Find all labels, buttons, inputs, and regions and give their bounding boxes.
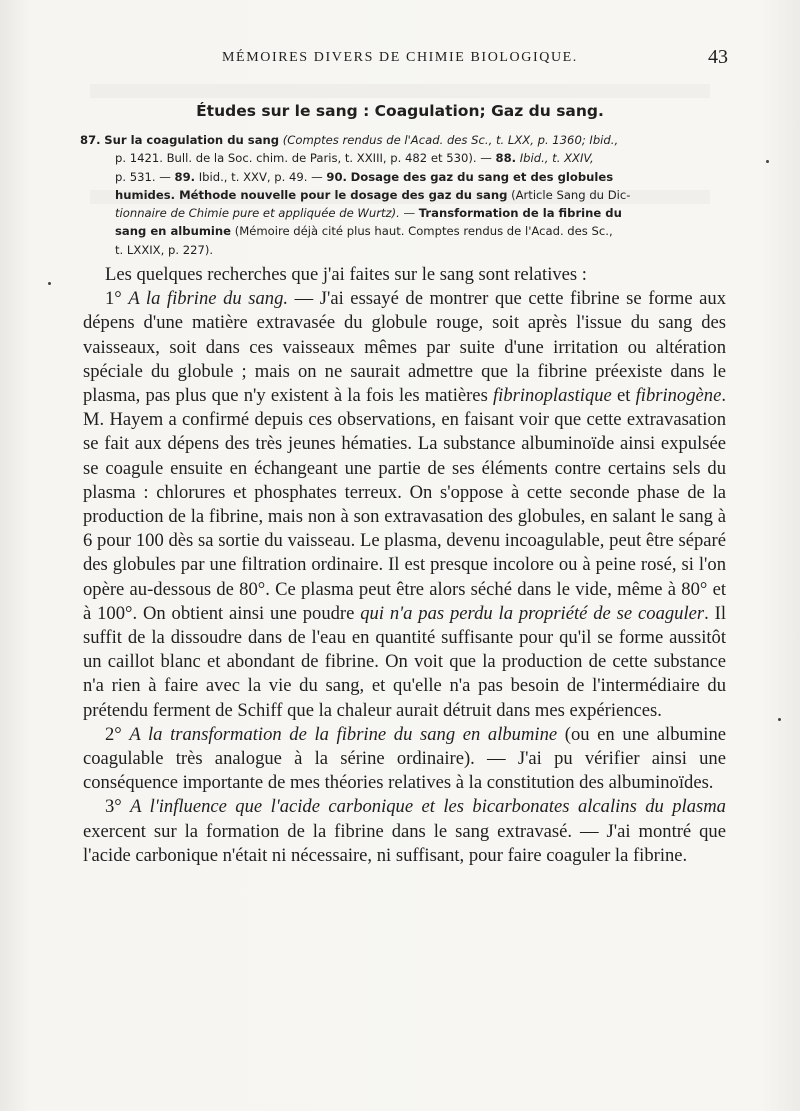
ref-citation: (Article Sang du Dic-	[511, 187, 631, 202]
ref-citation: (Mémoire déjà cité plus haut. Comptes rendus de l'Acad. des Sc.,	[234, 224, 613, 239]
paragraph-text: . M. Hayem a confirmé depuis ces observations, en faisant voir que cette extravasation se fait aux dépens des très jeunes hématies. La substance albuminoïde ainsi expulsée se coagule ensuite en échangeant une partie de ses éléments contre certains sels du plasma : chlorures et phosphates terreux. On s'oppose à cette seconde phase de la production de la fibrine, mais non à son extravasation des globules, en salant le sang à 6 pour 100 dès sa sortie du vaisseau. Le plasma, devenu incoagulable, peut être séparé des globules par une filtration ordinaire. Il est presque incolore ou à peine rosé, si l'on opère au-dessous de 80°. Ce plasma peut être alors séché dans le vide, même à 80° et à 100°. On obtient ainsi une poudre	[83, 385, 726, 624]
item-title: A l'influence que l'acide carbonique et les bicarbonates alcalins du plasma	[130, 796, 726, 818]
ref-title: Transformation de la fibrine du	[418, 206, 622, 221]
item-label: 1°	[105, 288, 129, 310]
ref-number: 90.	[326, 169, 347, 184]
paragraph-text: exercent sur la formation de la fibrine dans le sang extravasé. — J'ai montré que l'acide carbonique n'était ni nécessaire, ni suffisant, pour faire coaguler la fibrine.	[83, 820, 726, 866]
paragraph-fibrine	[83, 287, 726, 723]
item-label: 2°	[105, 723, 130, 745]
ref-citation: p. 531. —	[115, 169, 171, 184]
ref-citation: (Comptes rendus de l'Acad. des Sc., t. LXX, p. 1360; Ibid.,	[282, 133, 619, 147]
running-title: MÉMOIRES DIVERS DE CHIMIE BIOLOGIQUE.	[222, 50, 578, 65]
speck	[766, 160, 769, 163]
ref-number: 87.	[80, 133, 101, 147]
reference-list	[80, 131, 728, 259]
reference-87-cont	[80, 149, 728, 167]
reference-87	[80, 131, 728, 149]
page-number: 43	[708, 46, 728, 68]
paragraph-text: . Il suffit de la dissoudre dans de l'eau en quantité suffisante pour qu'il se forme aussitôt un caillot blanc et abondant de fibrine. On voit que la production de cette substance n'a rien à faire avec la vie du sang, et qu'elle n'a pas besoin de l'intermédiaire du prétendu ferment de Schiff que la chaleur aurait détruit dans mes expériences.	[83, 602, 726, 721]
term: fibrinoplastique	[493, 385, 612, 407]
reference-90-cont	[80, 204, 728, 222]
emphasis: qui n'a pas perdu la propriété de se coaguler	[360, 602, 705, 624]
ref-title: sang en albumine	[115, 224, 231, 239]
ref-citation: Ibid., t. XXV, p. 49. —	[198, 169, 323, 184]
item-label: 3°	[105, 796, 131, 818]
paragraph-text: — J'ai essayé de montrer que cette fibrine se forme aux dépens d'une matière extravasée du globule rouge, soit après l'issue du sang des vaisseaux, soit dans ces vaisseaux mêmes par suite d'une irritation ou altération spéciale du globule ; mais on ne saurait admettre que la fibrine préexiste dans le plasma, pas plus que n'y existent à la fois les matières	[83, 288, 727, 407]
speck	[778, 718, 781, 721]
paragraph-text: et	[611, 385, 636, 407]
ref-citation: tionnaire de Chimie pure et appliquée de Wurtz). —	[115, 206, 416, 221]
intro-paragraph: Les quelques recherches que j'ai faites sur le sang sont relatives :	[105, 264, 587, 285]
ref-citation: Ibid., t. XXIV,	[519, 151, 594, 166]
term: fibrinogène	[635, 385, 722, 407]
ref-title: Dosage des gaz du sang et des globules	[350, 169, 614, 184]
ref-number: 89.	[174, 169, 196, 184]
paragraph-acide-carbonique	[83, 795, 726, 868]
reference-90-cont	[80, 186, 728, 204]
ref-number: 88.	[495, 151, 517, 166]
ref-citation: t. LXXIX, p. 227).	[115, 242, 214, 257]
paragraph-text: (ou en une albumine coagulable très analogue à la sérine ordinaire). — J'ai pu vérifier ainsi une conséquence importante de mes théories relatives à la constitution des albuminoïdes.	[83, 723, 726, 794]
reference-90-cont	[80, 241, 728, 259]
item-title: A la transformation de la fibrine du sang en albumine	[129, 723, 558, 745]
section-title: Études sur le sang : Coagulation; Gaz du sang.	[196, 102, 604, 120]
ref-citation: p. 1421. Bull. de la Soc. chim. de Paris, t. XXIII, p. 482 et 530). —	[115, 151, 492, 166]
ref-title: Sur la coagulation du sang	[104, 133, 280, 147]
page-header	[0, 46, 800, 76]
show-through	[90, 84, 710, 98]
body-text	[83, 263, 726, 868]
reference-90-cont	[80, 222, 728, 240]
ref-title: humides. Méthode nouvelle pour le dosage des gaz du sang	[115, 187, 508, 202]
paragraph-albumine	[83, 723, 726, 796]
speck	[48, 282, 51, 285]
reference-88-89-90	[80, 168, 728, 186]
item-title: A la fibrine du sang.	[128, 288, 289, 310]
